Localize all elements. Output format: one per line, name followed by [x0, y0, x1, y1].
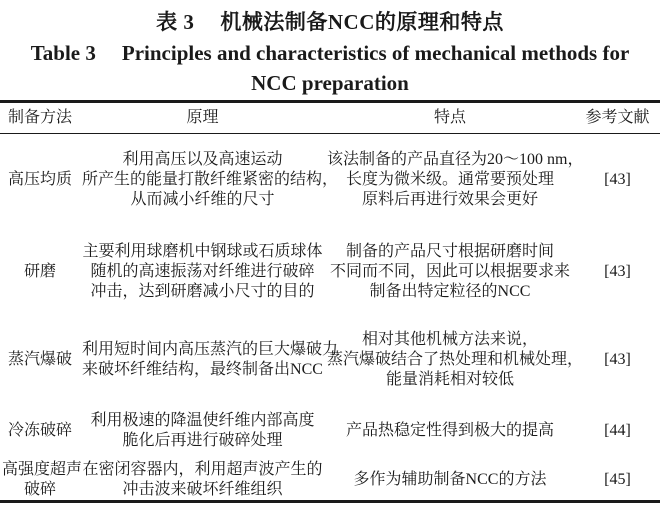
- reference-cell: [43]: [604, 351, 631, 368]
- reference-cell: [45]: [604, 471, 631, 488]
- header-row: [0, 103, 660, 133]
- method-cell: 高强度超声 破碎: [2, 461, 83, 498]
- principle-cell: 在密闭容器内，利用超声波产生的 冲击波来破坏纤维组织: [82, 461, 323, 498]
- table-row: [0, 226, 660, 318]
- table-row: [0, 133, 660, 226]
- principle-cell: 利用高压以及高速运动 所产生的能量打散纤维紧密的结构， 从而减小纤维的尺寸: [82, 150, 339, 208]
- features-cell: 多作为辅助制备NCC的方法: [353, 471, 547, 488]
- header-principle: 原理: [186, 109, 219, 126]
- caption-en-title-line2: NCC preparation: [251, 71, 409, 95]
- caption-en-number: Table 3: [30, 41, 96, 65]
- features-cell: 相对其他机械方法来说， 蒸汽爆破结合了热处理和机械处理， 能量消耗相对较低: [327, 331, 584, 388]
- principle-cell: 主要利用球磨机中钢球或石质球体 随机的高速振荡对纤维进行破碎 冲击，达到研磨减小尺寸的目的: [82, 243, 323, 300]
- caption-cn-number: 表 3: [156, 10, 195, 34]
- table-row: [0, 402, 660, 460]
- features-cell: 制备的产品尺寸根据研磨时间 不同而不同，因此可以根据要求来 制备出特定粒径的NCC: [329, 243, 570, 300]
- method-cell: 蒸汽爆破: [7, 351, 72, 368]
- caption-en-title-line1: Principles and characteristics of mechanical methods for: [121, 41, 630, 65]
- method-cell: 高压均质: [7, 170, 72, 188]
- reference-cell: [43]: [604, 170, 631, 188]
- features-cell: 该法制备的产品直径为20～100 nm， 长度为微米级。通常要预处理 原料后再进行效果会更好: [327, 150, 584, 208]
- table-row: [0, 460, 660, 500]
- bottom-rule: [0, 500, 660, 503]
- reference-cell: [44]: [604, 422, 631, 439]
- caption-cn-title: 机械法制备NCC的原理和特点: [220, 10, 504, 34]
- table-row: [0, 318, 660, 402]
- header-features: 特点: [433, 109, 466, 126]
- principle-cell: 利用短时间内高压蒸汽的巨大爆破力 来破坏纤维结构，最终制备出NCC: [82, 341, 339, 378]
- reference-cell: [43]: [604, 263, 631, 280]
- header-method: 制备方法: [8, 109, 73, 126]
- method-cell: 冷冻破碎: [7, 422, 72, 439]
- method-cell: 研磨: [23, 263, 56, 280]
- principle-cell: 利用极速的降温使纤维内部高度 脆化后再进行破碎处理: [90, 412, 315, 449]
- table-caption-english: [0, 38, 660, 98]
- table-caption-chinese: [0, 6, 660, 36]
- features-cell: 产品热稳定性得到极大的提高: [345, 422, 554, 439]
- header-reference: 参考文献: [585, 109, 650, 126]
- methods-table: [0, 103, 660, 500]
